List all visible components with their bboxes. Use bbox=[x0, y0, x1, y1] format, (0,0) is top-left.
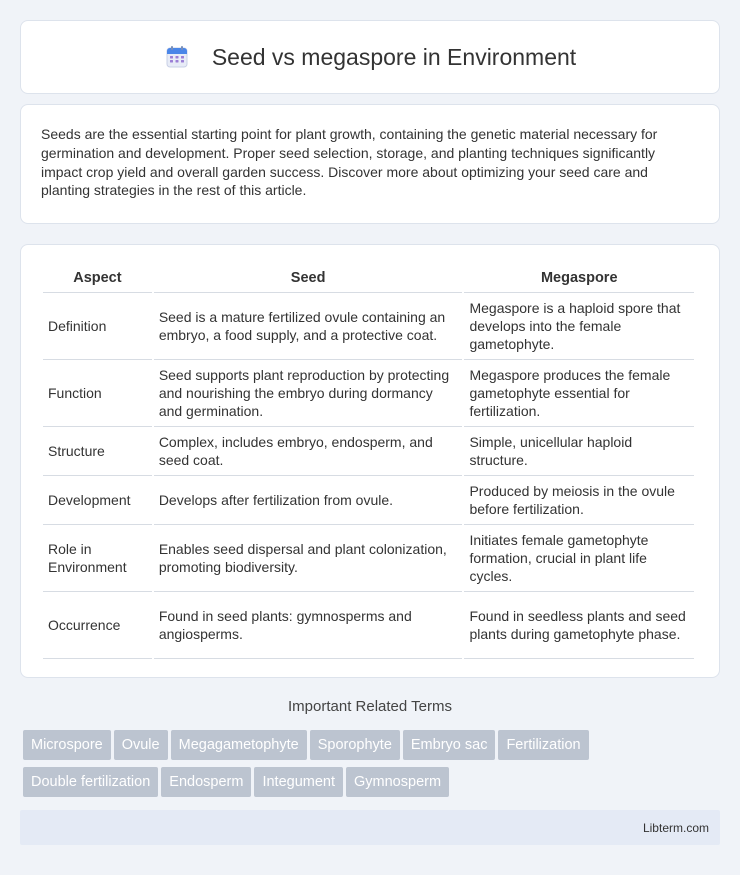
cell-seed: Found in seed plants: gymnosperms and angiosperms. bbox=[154, 592, 463, 659]
tag-sporophyte[interactable]: Sporophyte bbox=[310, 730, 400, 760]
cell-aspect: Role in Environment bbox=[43, 525, 152, 592]
header-megaspore: Megaspore bbox=[464, 263, 694, 293]
intro-card bbox=[20, 104, 720, 224]
table-row bbox=[43, 360, 694, 427]
table-row bbox=[43, 525, 694, 592]
tag-fertilization[interactable]: Fertilization bbox=[498, 730, 588, 760]
table-header-row bbox=[43, 263, 694, 293]
cell-megaspore: Initiates female gametophyte formation, crucial in plant life cycles. bbox=[464, 525, 694, 592]
tag-embryo-sac[interactable]: Embryo sac bbox=[403, 730, 496, 760]
tag-double-fertilization[interactable]: Double fertilization bbox=[23, 767, 158, 797]
cell-aspect: Development bbox=[43, 476, 152, 525]
cell-seed: Enables seed dispersal and plant colonization, promoting biodiversity. bbox=[154, 525, 463, 592]
footer bbox=[20, 810, 720, 845]
cell-megaspore: Megaspore is a haploid spore that develops into the female gametophyte. bbox=[464, 293, 694, 360]
related-terms-title: Important Related Terms bbox=[288, 698, 452, 715]
cell-seed: Seed is a mature fertilized ovule containing an embryo, a food supply, and a protective coat. bbox=[154, 293, 463, 360]
related-terms-list bbox=[23, 730, 723, 804]
cell-megaspore: Megaspore produces the female gametophyte essential for fertilization. bbox=[464, 360, 694, 427]
tag-microspore[interactable]: Microspore bbox=[23, 730, 111, 760]
header-aspect: Aspect bbox=[43, 263, 152, 293]
tag-endosperm[interactable]: Endosperm bbox=[161, 767, 251, 797]
table-row bbox=[43, 476, 694, 525]
tag-integument[interactable]: Integument bbox=[254, 767, 343, 797]
cell-aspect: Structure bbox=[43, 427, 152, 476]
table-row bbox=[43, 427, 694, 476]
tag-gymnosperm[interactable]: Gymnosperm bbox=[346, 767, 449, 797]
page-title: Seed vs megaspore in Environment bbox=[211, 43, 577, 70]
cell-seed: Seed supports plant reproduction by protecting and nourishing the embryo during dormancy and germination. bbox=[154, 360, 463, 427]
cell-megaspore: Produced by meiosis in the ovule before fertilization. bbox=[464, 476, 694, 525]
intro-text: Seeds are the essential starting point for plant growth, containing the genetic material necessary for germination and development. Proper seed selection, storage, and planting techniques significantly impact crop yield and overall garden success. Discover more about optimizing your seed care and planting strategies in the rest of this article. bbox=[41, 126, 658, 199]
comparison-table bbox=[41, 263, 696, 659]
tag-ovule[interactable]: Ovule bbox=[114, 730, 168, 760]
calendar-icon bbox=[164, 44, 190, 70]
cell-aspect: Definition bbox=[43, 293, 152, 360]
table-row bbox=[43, 293, 694, 360]
cell-megaspore: Simple, unicellular haploid structure. bbox=[464, 427, 694, 476]
header-card bbox=[20, 20, 720, 94]
header-seed: Seed bbox=[154, 263, 463, 293]
tag-megagametophyte[interactable]: Megagametophyte bbox=[171, 730, 307, 760]
cell-megaspore: Found in seedless plants and seed plants during gametophyte phase. bbox=[464, 592, 694, 659]
cell-aspect: Occurrence bbox=[43, 592, 152, 659]
comparison-table-card bbox=[20, 244, 720, 678]
cell-seed: Develops after fertilization from ovule. bbox=[154, 476, 463, 525]
cell-seed: Complex, includes embryo, endosperm, and seed coat. bbox=[154, 427, 463, 476]
cell-aspect: Function bbox=[43, 360, 152, 427]
footer-site-link[interactable]: Libterm.com bbox=[642, 821, 709, 835]
table-row bbox=[43, 592, 694, 659]
